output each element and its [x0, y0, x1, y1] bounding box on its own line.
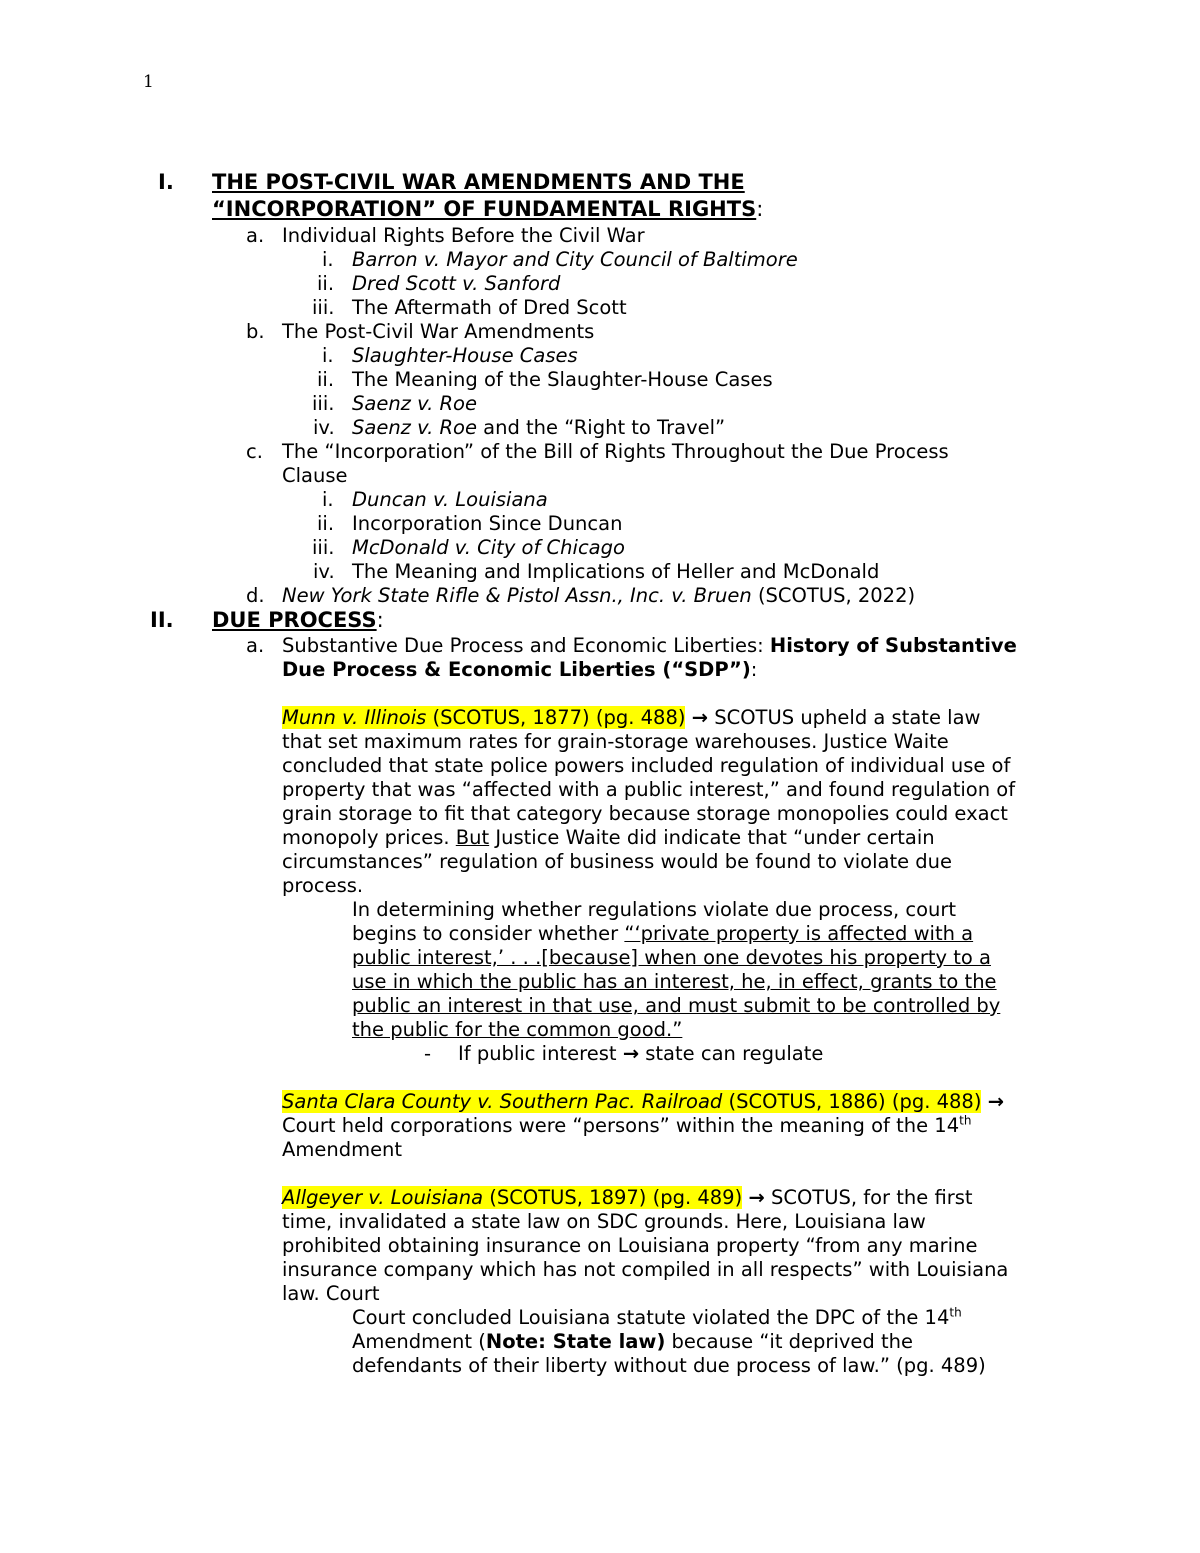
underlined-quote: public an interest in that use, and must submit to be controlled by: [352, 994, 1001, 1017]
outline-label: iii.: [312, 536, 335, 559]
outline-item-cont: Clause: [282, 464, 348, 487]
bullet-item: If public interest → state can regulate: [458, 1042, 824, 1065]
outline-label: ii.: [317, 368, 335, 391]
outline-label: d.: [246, 584, 265, 607]
case-name: Saenz v. Roe: [352, 392, 477, 415]
paragraph-line: prohibited obtaining insurance on Louisiana property “from any marine: [282, 1234, 978, 1257]
section-number: II.: [150, 608, 174, 632]
outline-label: iv.: [313, 416, 335, 439]
paragraph-line: begins to consider whether “‘private property is affected with a: [352, 922, 974, 945]
outline-item: Substantive Due Process and Economic Liberties: History of Substantive: [282, 634, 1017, 657]
paragraph-line: Court held corporations were “persons” within the meaning of the 14th: [282, 1113, 972, 1137]
arrow-right-icon: →: [622, 1042, 640, 1065]
case-entry-munn: Munn v. Illinois (SCOTUS, 1877) (pg. 488) → SCOTUS upheld a state law: [282, 706, 981, 729]
case-name: Duncan v. Louisiana: [352, 488, 548, 511]
paragraph-line: Amendment: [282, 1138, 403, 1161]
arrow-right-icon: →: [748, 1186, 765, 1209]
bullet-dash: -: [424, 1042, 432, 1065]
outline-label: a.: [246, 224, 265, 247]
highlighted-citation: Santa Clara County v. Southern Pac. Railroad (SCOTUS, 1886) (pg. 488): [282, 1090, 982, 1113]
paragraph-line: law. Court: [282, 1282, 380, 1305]
underlined-quote: public interest,’ . . .[because] when one devotes his property to a: [352, 946, 991, 969]
outline-label: ii.: [317, 272, 335, 295]
case-name: Slaughter-House Cases: [352, 344, 578, 367]
section-title: THE POST-CIVIL WAR AMENDMENTS AND THE: [212, 170, 745, 194]
outline-label: c.: [246, 440, 263, 463]
outline-label: i.: [322, 248, 334, 271]
outline-item-cont: Due Process & Economic Liberties (“SDP”):: [282, 658, 758, 681]
outline-item: New York State Rifle & Pistol Assn., Inc. v. Bruen (SCOTUS, 2022): [282, 584, 916, 607]
paragraph-line: concluded that state police powers included regulation of individual use of: [282, 754, 1011, 777]
case-name: Barron v. Mayor and City Council of Baltimore: [352, 248, 798, 271]
paragraph-line: Court concluded Louisiana statute violated the DPC of the 14th: [352, 1305, 962, 1329]
section-title: DUE PROCESS:: [212, 608, 384, 632]
page-number: 1: [143, 72, 154, 92]
paragraph-line: Amendment (Note: State law) because “it deprived the: [352, 1330, 913, 1353]
outline-label: iv.: [313, 560, 335, 583]
section-number: I.: [158, 170, 174, 194]
paragraph-line: insurance company which has not compiled in all respects” with Louisiana: [282, 1258, 1009, 1281]
underlined-quote: “‘private property is affected with a: [624, 922, 974, 945]
case-entry-allgeyer: Allgeyer v. Louisiana (SCOTUS, 1897) (pg. 489) → SCOTUS, for the first: [282, 1186, 973, 1209]
case-name: Dred Scott v. Sanford: [352, 272, 561, 295]
outline-label: b.: [246, 320, 265, 343]
paragraph-line: process.: [282, 874, 364, 897]
arrow-right-icon: →: [987, 1090, 1004, 1113]
section-title-cont: “INCORPORATION” OF FUNDAMENTAL RIGHTS:: [212, 197, 764, 221]
paragraph-line: monopoly prices. But Justice Waite did indicate that “under certain: [282, 826, 935, 849]
paragraph-line: that set maximum rates for grain-storage warehouses. Justice Waite: [282, 730, 949, 753]
highlighted-citation: Allgeyer v. Louisiana (SCOTUS, 1897) (pg. 489): [282, 1186, 743, 1209]
paragraph-line: grain storage to fit that category because storage monopolies could exact: [282, 802, 1008, 825]
paragraph-line: In determining whether regulations violate due process, court: [352, 898, 957, 921]
outline-item: The Meaning of the Slaughter-House Cases: [352, 368, 773, 391]
outline-label: i.: [322, 344, 334, 367]
outline-label: a.: [246, 634, 265, 657]
outline-item: The Post-Civil War Amendments: [282, 320, 595, 343]
outline-label: iii.: [312, 296, 335, 319]
outline-label: ii.: [317, 512, 335, 535]
outline-item: The “Incorporation” of the Bill of Rights Throughout the Due Process: [282, 440, 949, 463]
outline-item: Individual Rights Before the Civil War: [282, 224, 645, 247]
arrow-right-icon: →: [691, 706, 709, 729]
outline-label: iii.: [312, 392, 335, 415]
outline-item: The Meaning and Implications of Heller and McDonald: [352, 560, 880, 583]
paragraph-line: circumstances” regulation of business would be found to violate due: [282, 850, 953, 873]
highlighted-citation: Munn v. Illinois (SCOTUS, 1877) (pg. 488): [282, 706, 686, 729]
outline-item: Incorporation Since Duncan: [352, 512, 623, 535]
underlined-quote: the public for the common good.”: [352, 1018, 683, 1041]
case-name: McDonald v. City of Chicago: [352, 536, 625, 559]
paragraph-line: defendants of their liberty without due process of law.” (pg. 489): [352, 1354, 986, 1377]
outline-item: Saenz v. Roe and the “Right to Travel”: [352, 416, 726, 439]
underlined-quote: use in which the public has an interest, he, in effect, grants to the: [352, 970, 997, 993]
case-entry-santa-clara: [282, 1090, 1004, 1114]
paragraph-line: time, invalidated a state law on SDC grounds. Here, Louisiana law: [282, 1210, 926, 1233]
paragraph-line: property that was “affected with a public interest,” and found regulation of: [282, 778, 1016, 801]
outline-item: The Aftermath of Dred Scott: [352, 296, 627, 319]
outline-label: i.: [322, 488, 334, 511]
